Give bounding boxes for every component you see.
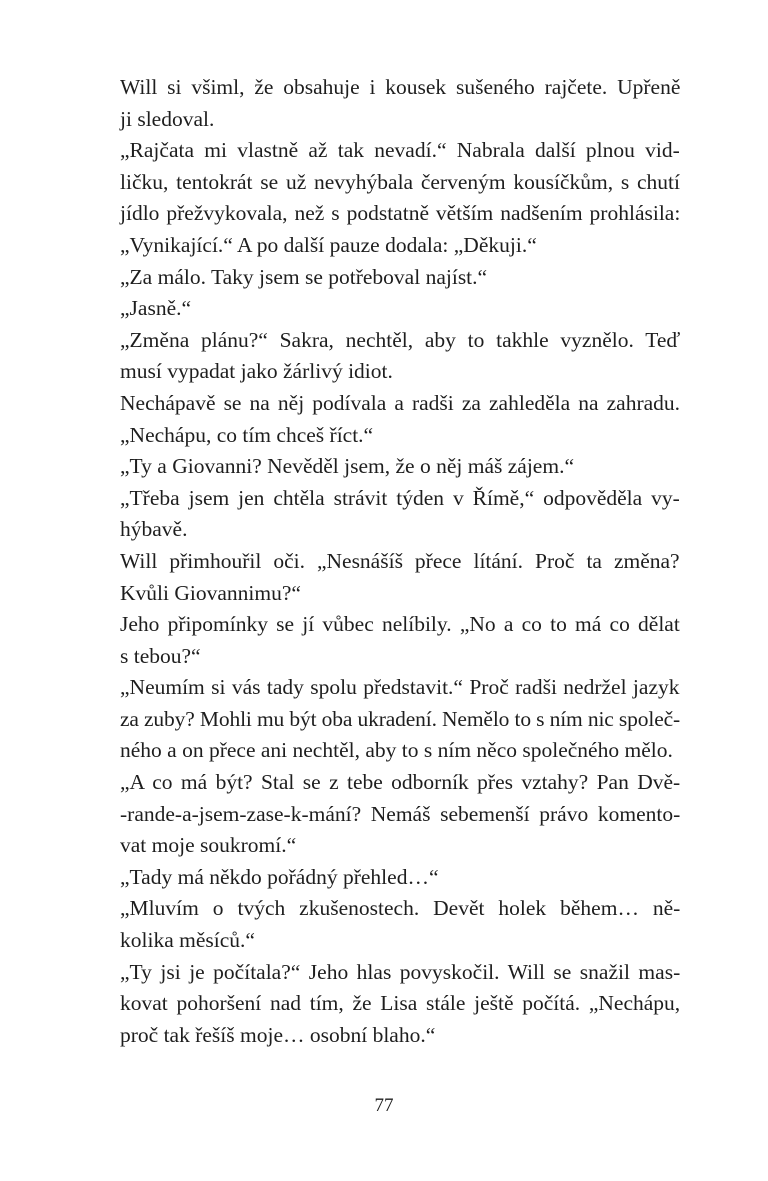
text-line: „Změna plánu?“ Sakra, nechtěl, aby to takhle vyznělo. Teď (120, 327, 681, 352)
text-line: „Tady má někdo pořádný přehled…“ (120, 864, 439, 889)
text-line: kolika měsíců.“ (120, 928, 255, 953)
body-text (120, 72, 680, 1051)
text-line: Kvůli Giovannimu?“ (120, 580, 301, 605)
text-line: ji sledoval. (120, 106, 215, 131)
text-line: „Jasně.“ (120, 296, 192, 321)
text-line: kovat pohoršení nad tím, že Lisa stále ještě počítá. „Nechápu, (120, 991, 681, 1016)
text-line: Nechápavě se na něj podívala a radši za zahleděla na zahradu. (120, 390, 681, 415)
page-number: 77 (374, 1095, 394, 1116)
text-line: -rande-a-jsem-zase-k-mání? Nemáš sebemenší právo komento- (120, 801, 681, 826)
text-line: vat moje soukromí.“ (120, 833, 297, 858)
text-line: „Ty a Giovanni? Nevěděl jsem, že o něj máš zájem.“ (120, 454, 574, 479)
text-line: Will přimhouřil oči. „Nesnášíš přece lítání. Proč ta změna? (120, 548, 680, 573)
text-line: musí vypadat jako žárlivý idiot. (120, 359, 393, 384)
text-line: proč tak řešíš moje… osobní blaho.“ (120, 1022, 436, 1047)
text-line: „Neumím si vás tady spolu představit.“ Proč radši nedržel jazyk (120, 675, 680, 700)
text-line: Will si všiml, že obsahuje i kousek sušeného rajčete. Upřeně (120, 75, 681, 99)
text-line: s tebou?“ (120, 643, 201, 668)
text-line: za zuby? Mohli mu být oba ukradení. Nemělo to s ním nic společ- (120, 706, 681, 731)
text-line: jídlo přežvykovala, než s podstatně větším nadšením prohlásila: (120, 201, 681, 226)
text-line: „Třeba jsem jen chtěla strávit týden v Římě,“ odpověděla vy- (120, 485, 680, 510)
text-line: „Nechápu, co tím chceš říct.“ (120, 422, 374, 447)
text-line: ličku, tentokrát se už nevyhýbala červeným kousíčkům, s chutí (120, 169, 680, 194)
text-line: ného a on přece ani nechtěl, aby to s ním něco společného mělo. (120, 738, 673, 763)
text-line: „A co má být? Stal se z tebe odborník přes vztahy? Pan Dvě- (120, 770, 681, 795)
text-line: „Rajčata mi vlastně až tak nevadí.“ Nabrala další plnou vid- (120, 138, 680, 163)
text-line: „Ty jsi je počítala?“ Jeho hlas povyskočil. Will se snažil mas- (120, 959, 681, 984)
text-line: hýbavě. (120, 517, 188, 542)
text-line: „Za málo. Taky jsem se potřeboval najíst.“ (120, 264, 488, 289)
text-line: „Vynikající.“ A po další pauze dodala: „Děkuji.“ (120, 232, 537, 257)
text-line: Jeho připomínky se jí vůbec nelíbily. „No a co to má co dělat (120, 612, 680, 637)
text-line: „Mluvím o tvých zkušenostech. Devět holek během… ně- (120, 896, 681, 921)
